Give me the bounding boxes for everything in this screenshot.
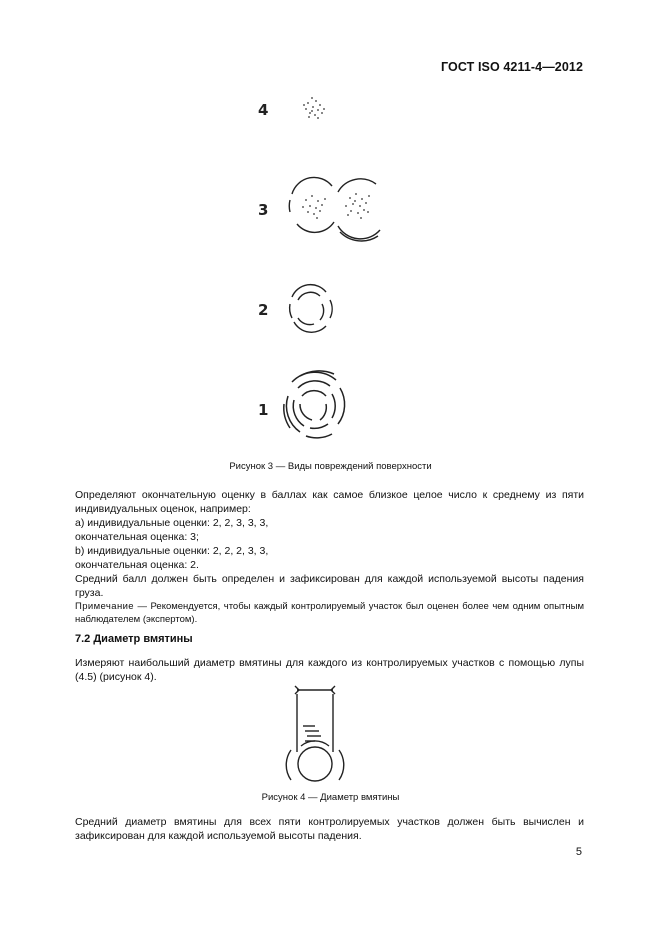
figure-3-surface-damage [240, 82, 440, 452]
grade-1-drawing [284, 371, 345, 438]
figure-4-dent-diameter [275, 680, 375, 790]
page-number: 5 [575, 846, 582, 858]
grade-3-label: 3 [258, 201, 269, 219]
example-a-final: окончательная оценка: 3; [75, 531, 199, 543]
figure-3-caption: Рисунок 3 — Виды повреждений поверхности [229, 461, 432, 472]
example-b-final: окончательная оценка: 2. [75, 559, 199, 571]
note [75, 600, 584, 626]
grade-3-drawing [289, 177, 380, 241]
paragraph-average-grade: Средний балл должен быть определен и зафиксирован для каждой используемой высоты падения груза. [75, 573, 584, 599]
grade-2-drawing [290, 285, 333, 333]
figure-4-caption: Рисунок 4 — Диаметр вмятины [261, 792, 400, 803]
paragraph-final-grade-text: Определяют окончательную оценку в баллах как самое близкое целое число к среднему из пяти индивидуальных оценок, например: [75, 489, 584, 515]
grade-2-label: 2 [258, 301, 269, 319]
section-7-2-title: 7.2 Диаметр вмятины [75, 633, 193, 645]
paragraph-average-diameter: Средний диаметр вмятины для всех пяти контролируемых участков должен быть вычислен и зафиксирован для каждой используемой высоты падения. [75, 816, 584, 842]
note-text: — Рекомендуется, чтобы каждый контролируемый участок был оценен более чем одним опытным наблюдателем (экспертом). [75, 601, 584, 625]
document-id: ГОСТ ISO 4211-4—2012 [440, 60, 583, 74]
note-label: Примечание [75, 601, 134, 612]
grade-1-label: 1 [258, 401, 269, 419]
example-a-individual: a) индивидуальные оценки: 2, 2, 3, 3, 3, [75, 517, 269, 529]
grade-4-drawing [303, 97, 325, 119]
grade-4-label: 4 [258, 101, 269, 119]
example-b-individual: b) индивидуальные оценки: 2, 2, 2, 3, 3, [75, 545, 269, 557]
paragraph-dent-diameter: Измеряют наибольший диаметр вмятины для каждого из контролируемых участков с помощью лупы (4.5) (рисунок 4). [75, 657, 584, 683]
